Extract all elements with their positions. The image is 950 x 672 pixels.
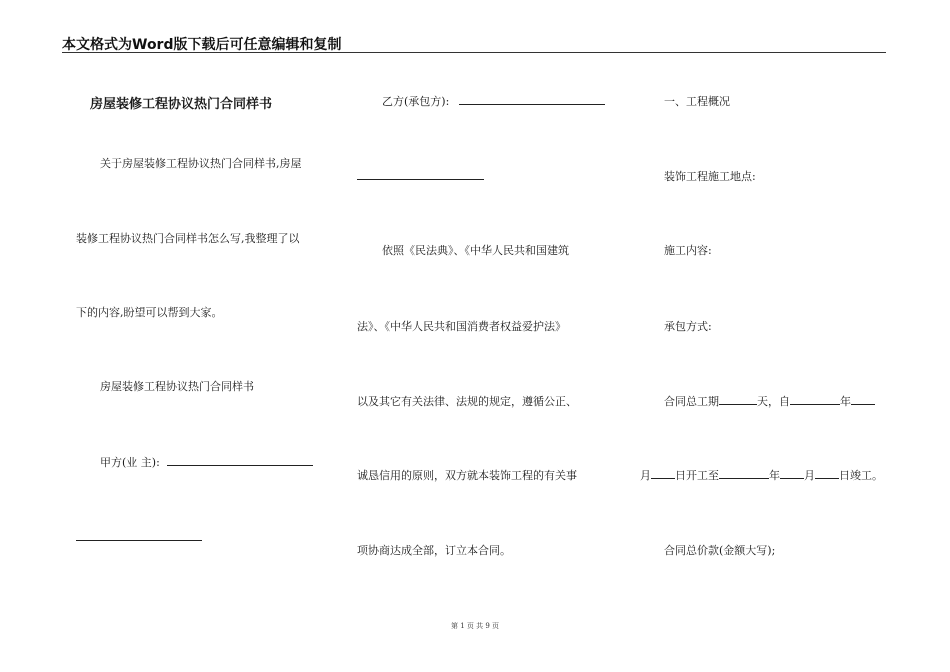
period-label: 合同总工期	[664, 395, 719, 408]
preamble-line-4: 诚恳信用的原则，双方就本装饰工程的有关事	[357, 469, 577, 482]
preamble-line-1: 依照《民法典》、《中华人民共和国建筑	[382, 244, 569, 257]
month-text: 月	[640, 469, 651, 482]
party-b-line	[382, 93, 605, 109]
method-label: 承包方式:	[664, 320, 712, 333]
intro-line-1: 关于房屋装修工程协议热门合同样书,房屋	[100, 157, 302, 170]
party-b-blank	[459, 94, 605, 105]
end-month-blank	[780, 468, 804, 479]
preamble-line-2: 法》、《中华人民共和国消费者权益爱护法》	[357, 320, 566, 333]
dates-line	[640, 467, 883, 483]
document-title: 房屋装修工程协议热门合同样书	[90, 97, 273, 112]
intro-line-3: 下的内容,盼望可以帮到大家。	[76, 306, 223, 319]
end-text: 日竣工。	[839, 469, 883, 482]
location-label: 装饰工程施工地点:	[664, 170, 756, 183]
content-label: 施工内容:	[664, 244, 712, 257]
start-year-blank	[790, 394, 840, 405]
year-text: 年	[840, 395, 851, 408]
party-a-label: 甲方(业 主):	[100, 456, 160, 469]
subtitle: 房屋装修工程协议热门合同样书	[100, 380, 254, 393]
start-text: 日开工至	[675, 469, 719, 482]
party-b-label: 乙方(承包方):	[382, 95, 450, 108]
preamble-line-3: 以及其它有关法律、法规的规定，遵循公正、	[357, 395, 577, 408]
end-month-text: 月	[804, 469, 815, 482]
party-a-continuation-blank	[76, 540, 202, 541]
party-a-blank	[167, 455, 313, 466]
preamble-line-5: 项协商达成全部，订立本合同。	[357, 544, 511, 557]
header-rule	[62, 52, 886, 53]
intro-line-2: 装修工程协议热门合同样书怎么写,我整理了以	[76, 232, 300, 245]
price-label: 合同总价款(金额大写);	[664, 544, 776, 557]
end-year-blank	[719, 468, 769, 479]
section-heading: 一、工程概况	[664, 95, 730, 108]
start-month-blank	[851, 394, 875, 405]
start-day-blank	[651, 468, 675, 479]
page-number: 第 1 页 共 9 页	[450, 622, 500, 630]
party-a-line	[100, 454, 313, 470]
end-year-text: 年	[769, 469, 780, 482]
days-blank	[719, 394, 757, 405]
document-header: 本文格式为Word版下载后可任意编辑和复制	[62, 37, 342, 53]
period-line	[664, 393, 875, 409]
party-b-continuation-blank	[357, 179, 484, 180]
end-day-blank	[815, 468, 839, 479]
days-from: 天，自	[757, 395, 790, 408]
